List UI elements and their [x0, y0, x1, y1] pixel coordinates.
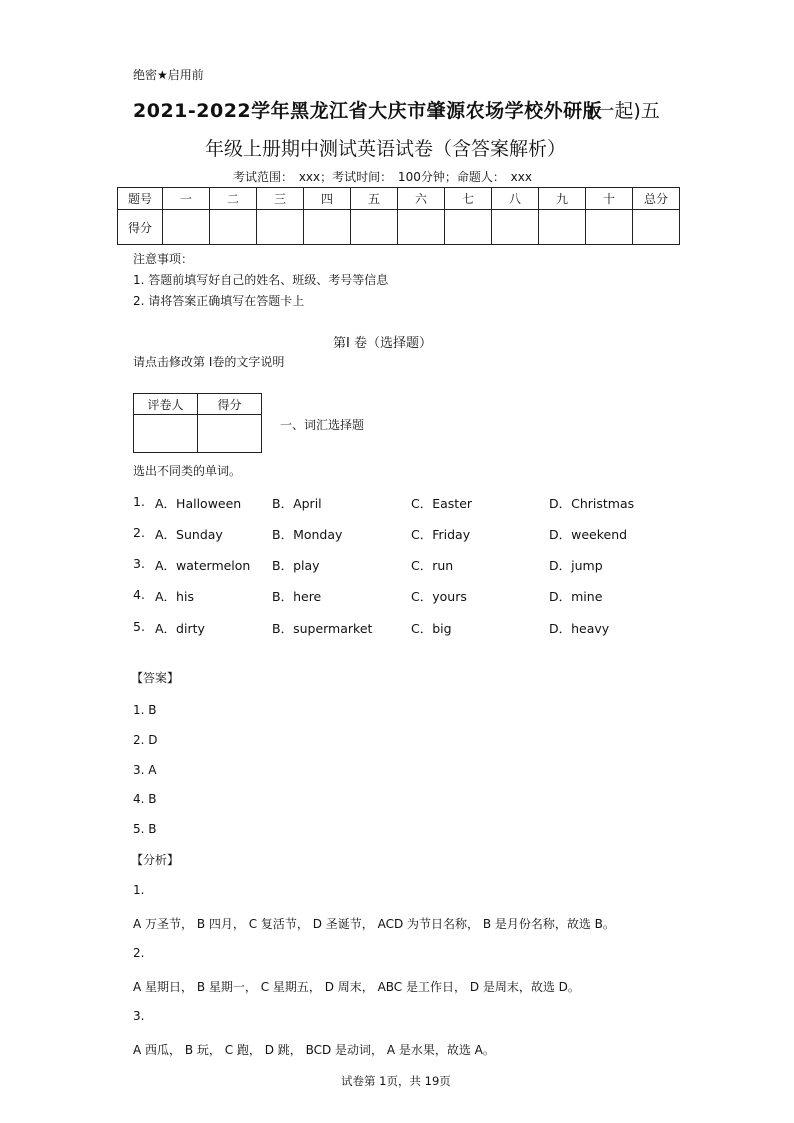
note-item: 2. 请将答案正确填写在答题卡上 [133, 294, 305, 308]
note-item: 1. 答题前填写好自己的姓名、班级、考号等信息 [133, 273, 389, 287]
score-cell[interactable] [492, 210, 539, 245]
score-header-cell: 一 [163, 188, 210, 210]
title-line-2: 年级上册期中测试英语试卷（含答案解析） [205, 138, 567, 160]
analysis-number: 3. [133, 1009, 145, 1023]
score-cell[interactable] [257, 210, 304, 245]
option-b: B．supermarket [272, 621, 373, 636]
score-cell[interactable] [445, 210, 492, 245]
option-d: D．heavy [549, 621, 610, 636]
analysis-number: 2. [133, 946, 145, 960]
part-title: 一、词汇选择题 [280, 418, 365, 432]
score-cell[interactable] [586, 210, 633, 245]
option-d: D．jump [549, 558, 603, 573]
option-b: B．play [272, 558, 320, 573]
score-header-cell: 四 [304, 188, 351, 210]
grader-reviewer-cell[interactable] [134, 415, 198, 453]
part-instruction: 选出不同类的单词。 [133, 464, 242, 478]
exam-info: 考试范围： xxx；考试时间： 100分钟；命题人： xxx [233, 170, 532, 184]
notes-title: 注意事项： [133, 252, 194, 266]
option-a: A．dirty [155, 621, 205, 636]
option-c: C．yours [411, 589, 467, 604]
score-cell[interactable] [304, 210, 351, 245]
answers-title: 【答案】 [131, 671, 180, 685]
score-row-label: 得分 [118, 210, 163, 245]
option-c: C．Friday [411, 527, 471, 542]
answer-item: 2. D [133, 733, 158, 747]
option-b: B．April [272, 496, 322, 511]
secret-label: 绝密★启用前 [133, 68, 204, 82]
analysis-text: A 万圣节， B 四月， C 复活节， D 圣诞节， ACD 为节日名称， B 是月份名称，故选 B。 [133, 917, 615, 931]
score-header-cell: 二 [210, 188, 257, 210]
grader-reviewer-header: 评卷人 [134, 394, 198, 415]
title-line-1-tail: (一起)五 [588, 100, 660, 122]
option-b: B．Monday [272, 527, 343, 542]
option-d: D．mine [549, 589, 603, 604]
option-d: D．weekend [549, 527, 628, 542]
score-cell[interactable] [633, 210, 680, 245]
question-number: 1. [133, 494, 145, 509]
option-a: A．Sunday [155, 527, 223, 542]
score-header-cell: 三 [257, 188, 304, 210]
analysis-number: 1. [133, 883, 145, 897]
analysis-text: A 星期日， B 星期一， C 星期五， D 周末， ABC 是工作日， D 是周末，故选 D。 [133, 980, 580, 994]
analysis-title: 【分析】 [131, 853, 180, 867]
answer-item: 4. B [133, 792, 157, 806]
option-c: C．run [411, 558, 454, 573]
score-header-cell: 题号 [118, 188, 163, 210]
score-header-cell: 八 [492, 188, 539, 210]
page-footer: 试卷第 1页，共 19页 [341, 1074, 451, 1088]
question-number: 2. [133, 525, 145, 540]
title-line-1: 2021-2022学年黑龙江省大庆市肇源农场学校外研版 [133, 100, 603, 122]
answer-item: 1. B [133, 703, 157, 717]
option-a: A．his [155, 589, 194, 604]
answer-item: 5. B [133, 822, 157, 836]
score-header-cell: 五 [351, 188, 398, 210]
score-cell[interactable] [539, 210, 586, 245]
score-cell[interactable] [210, 210, 257, 245]
question-number: 3. [133, 556, 145, 571]
score-cell[interactable] [398, 210, 445, 245]
question-number: 5. [133, 619, 145, 634]
option-a: A．watermelon [155, 558, 251, 573]
section-description: 请点击修改第 Ⅰ卷的文字说明 [133, 355, 285, 369]
section-title: 第Ⅰ 卷（选择题） [333, 336, 432, 351]
option-d: D．Christmas [549, 496, 635, 511]
score-header-cell: 七 [445, 188, 492, 210]
score-header-cell: 总分 [633, 188, 680, 210]
score-header-cell: 六 [398, 188, 445, 210]
option-c: C．Easter [411, 496, 473, 511]
score-header-cell: 九 [539, 188, 586, 210]
option-b: B．here [272, 589, 322, 604]
option-c: C．big [411, 621, 452, 636]
answer-item: 3. A [133, 763, 157, 777]
grader-table [133, 393, 262, 453]
score-table [117, 187, 680, 245]
question-number: 4. [133, 587, 145, 602]
score-header-cell: 十 [586, 188, 633, 210]
option-a: A．Halloween [155, 496, 242, 511]
score-cell[interactable] [163, 210, 210, 245]
analysis-text: A 西瓜， B 玩， C 跑， D 跳， BCD 是动词， A 是水果，故选 A。 [133, 1043, 495, 1057]
grader-score-cell[interactable] [198, 415, 262, 453]
score-cell[interactable] [351, 210, 398, 245]
grader-score-header: 得分 [198, 394, 262, 415]
